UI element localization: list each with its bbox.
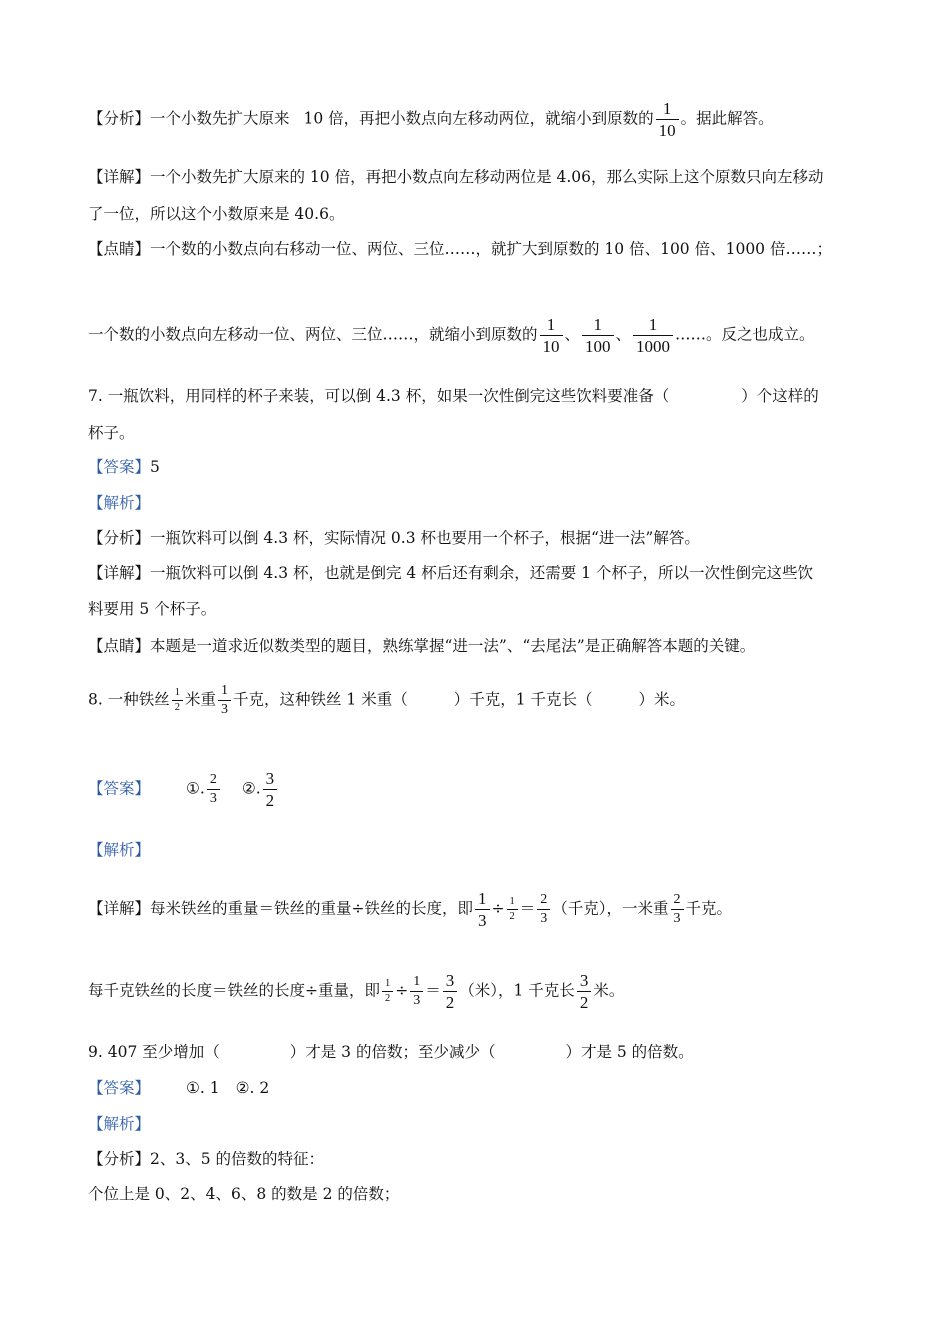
- numerator: 3: [445, 971, 455, 990]
- fraction: [582, 316, 614, 355]
- detail-7-line-1: 【详解】一瓶饮料可以倒 4.3 杯，也就是倒完 4 杯后还有剩余，还需要 1 个杯子，所以一次性倒完这些饮: [88, 564, 813, 582]
- fraction: [656, 100, 679, 139]
- question-8: [88, 684, 870, 717]
- denominator: 3: [475, 909, 490, 929]
- fraction: [172, 688, 183, 714]
- answer-tag: 【答案】: [88, 458, 151, 476]
- analysis-line-1: [88, 100, 870, 139]
- detail-7-line-2: 料要用 5 个杯子。: [88, 600, 217, 618]
- fraction: [382, 979, 393, 1005]
- answer-8: [88, 770, 870, 809]
- analysis-tag-8: 【解析】: [88, 841, 151, 859]
- denominator: 100: [582, 335, 614, 355]
- text: 米。: [593, 981, 625, 1000]
- denominator: 1000: [633, 335, 673, 355]
- text: ）个这样的: [741, 387, 819, 405]
- analysis-9: 【分析】2、3、5 的倍数的特征：: [88, 1150, 325, 1168]
- text: 【详解】每米铁丝的重量＝铁丝的重量÷铁丝的长度，即: [88, 899, 473, 918]
- operator: ＝: [425, 981, 441, 1000]
- text: 10 倍，再把小数点向左移动两位，就缩小到原数的: [303, 109, 654, 128]
- text: 、: [615, 325, 632, 344]
- text: 7. 一瓶饮料，用同样的杯子来装，可以倒 4.3 杯，如果一次性倒完这些饮料要准备（: [88, 387, 670, 405]
- fraction: [540, 316, 563, 355]
- note-line-1: 【点睛】一个数的小数点向右移动一位、两位、三位……，就扩大到原数的 10 倍、100 倍、1000 倍……；: [88, 240, 832, 258]
- numerator: 1: [220, 683, 228, 698]
- note-line-2: [88, 316, 870, 355]
- marker: ①.: [186, 779, 205, 798]
- marker: ②.: [241, 779, 261, 798]
- detail-8-line-2: [88, 972, 870, 1011]
- numerator: 1: [478, 889, 487, 908]
- text: （千克），一米重: [552, 899, 669, 918]
- numerator: 1: [593, 315, 603, 334]
- question-7: [88, 385, 870, 407]
- operator: ＝: [519, 899, 536, 918]
- fraction: [577, 972, 592, 1011]
- detail-line-2: 了一位，所以这个小数原来是 40.6。: [88, 205, 345, 223]
- fraction: [475, 890, 490, 929]
- text: ……。反之也成立。: [675, 325, 815, 344]
- marker: ①. 1: [186, 1079, 220, 1097]
- text: ）千克，1 千克长（: [453, 690, 593, 709]
- text: ）米。: [638, 690, 686, 709]
- fraction: [263, 770, 278, 809]
- marker: ②. 2: [235, 1079, 270, 1097]
- denominator: 10: [656, 119, 679, 139]
- text: 千克。: [685, 899, 733, 918]
- operator: ÷: [491, 899, 505, 918]
- answer-7: [88, 456, 870, 478]
- fraction: [507, 897, 518, 923]
- answer-value: 5: [150, 458, 160, 476]
- denominator: 2: [507, 909, 518, 923]
- detail-line-1: 【详解】一个小数先扩大原来的 10 倍，再把小数点向左移动两位是 4.06，那么实际上这个原数只向左移动: [88, 168, 824, 186]
- numerator: 2: [673, 892, 681, 907]
- numerator: 1: [385, 977, 391, 989]
- text: 米重: [184, 690, 216, 709]
- analysis-tag-7: 【解析】: [88, 494, 151, 512]
- text: 千克，这种铁丝 1 米重（: [232, 690, 408, 709]
- text: ）才是 3 的倍数；至少减少（: [289, 1043, 496, 1061]
- denominator: 2: [382, 991, 393, 1005]
- fraction: [207, 773, 220, 806]
- numerator: 2: [540, 892, 548, 907]
- text: ）才是 5 的倍数。: [565, 1043, 694, 1061]
- denominator: 3: [537, 909, 550, 926]
- fraction: [537, 893, 550, 926]
- detail-8-line-1: [88, 890, 870, 929]
- text: 。据此解答。: [680, 109, 774, 128]
- numerator: 1: [174, 686, 180, 698]
- question-9: [88, 1041, 870, 1063]
- text: 8. 一种铁丝: [88, 690, 170, 709]
- text: 、: [564, 325, 581, 344]
- denominator: 3: [218, 700, 231, 717]
- answer-tag: 【答案】: [88, 779, 151, 798]
- numerator: 2: [209, 772, 217, 787]
- answer-tag: 【答案】: [88, 1079, 151, 1097]
- denominator: 2: [263, 789, 278, 809]
- fraction: [218, 684, 231, 717]
- analysis-9-line-2: 个位上是 0、2、4、6、8 的数是 2 的倍数；: [88, 1185, 400, 1203]
- numerator: 1: [413, 974, 421, 989]
- numerator: 3: [265, 769, 275, 788]
- fraction: [633, 316, 673, 355]
- note-7: 【点睛】本题是一道求近似数类型的题目，熟练掌握“进一法”、“去尾法”是正确解答本题的关键。: [88, 637, 756, 655]
- fraction: [443, 972, 458, 1011]
- numerator: 3: [579, 971, 589, 990]
- text: （米），1 千克长: [459, 981, 575, 1000]
- text: 每千克铁丝的长度＝铁丝的长度÷重量，即: [88, 981, 380, 1000]
- numerator: 1: [662, 99, 672, 118]
- denominator: 2: [172, 700, 183, 714]
- question-7-cont: 杯子。: [88, 424, 135, 442]
- denominator: 3: [410, 991, 423, 1008]
- denominator: 3: [671, 909, 684, 926]
- text: 9. 407 至少增加（: [88, 1043, 220, 1061]
- denominator: 10: [540, 335, 563, 355]
- numerator: 1: [509, 895, 515, 907]
- text: 一个数的小数点向左移动一位、两位、三位……，就缩小到原数的: [88, 325, 538, 344]
- denominator: 2: [577, 991, 592, 1011]
- numerator: 1: [648, 315, 658, 334]
- numerator: 1: [546, 315, 556, 334]
- analysis-7: 【分析】一瓶饮料可以倒 4.3 杯，实际情况 0.3 杯也要用一个杯子，根据“进一法”解答。: [88, 529, 700, 547]
- fraction: [671, 893, 684, 926]
- operator: ÷: [395, 981, 409, 1000]
- denominator: 3: [207, 789, 220, 806]
- fraction: [410, 975, 423, 1008]
- text: 【分析】一个小数先扩大原来: [88, 109, 290, 128]
- denominator: 2: [443, 991, 458, 1011]
- answer-9: [88, 1077, 870, 1099]
- analysis-tag-9: 【解析】: [88, 1115, 151, 1133]
